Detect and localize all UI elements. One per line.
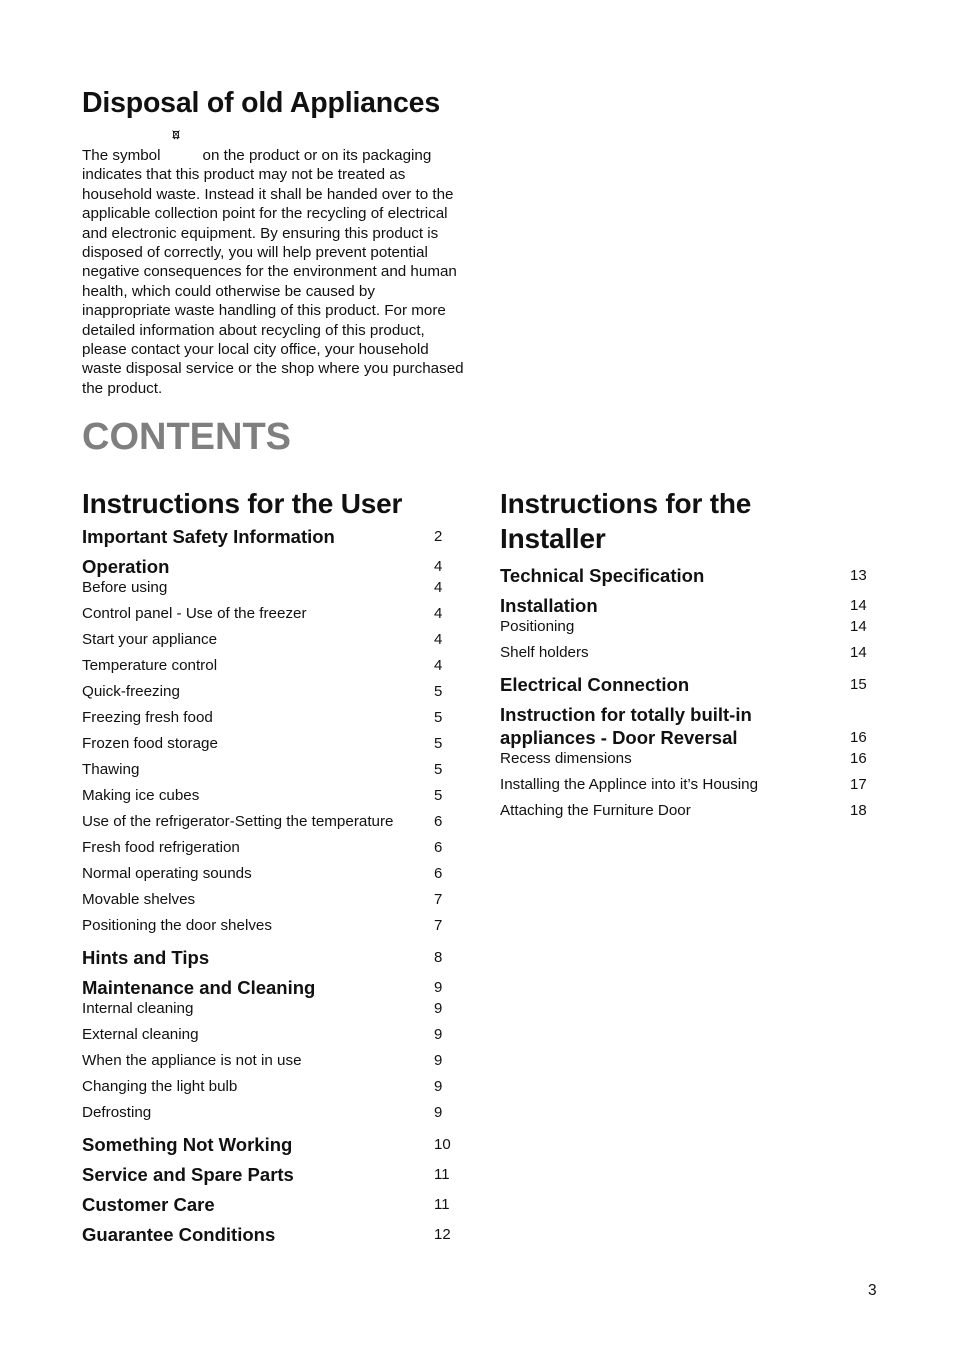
toc-entry-label: Service and Spare Parts bbox=[82, 1164, 294, 1185]
toc-entry-page: 9 bbox=[434, 1078, 443, 1095]
toc-entry-page: 5 bbox=[434, 709, 443, 726]
toc-entry bbox=[500, 703, 872, 749]
toc-entry-page: 8 bbox=[434, 949, 443, 966]
user-toc-list bbox=[82, 525, 452, 1246]
toc-entry-label: Positioning bbox=[500, 618, 575, 635]
toc-entry bbox=[500, 564, 872, 587]
toc-entry bbox=[82, 783, 452, 809]
toc-entry bbox=[82, 913, 452, 939]
toc-entry-page: 4 bbox=[434, 631, 443, 648]
toc-entry-page: 5 bbox=[434, 735, 443, 752]
toc-entry-label: Important Safety Information bbox=[82, 526, 335, 547]
disposal-text-before-symbol: The symbol bbox=[82, 147, 161, 164]
installer-instructions-column bbox=[500, 486, 872, 824]
disposal-section bbox=[82, 86, 467, 398]
toc-entry bbox=[82, 601, 452, 627]
toc-entry-page: 5 bbox=[434, 683, 443, 700]
toc-entry bbox=[82, 996, 452, 1022]
toc-entry bbox=[82, 946, 452, 969]
toc-entry-page: 12 bbox=[434, 1226, 451, 1243]
user-instructions-title: Instructions for the User bbox=[82, 488, 403, 519]
toc-entry bbox=[82, 835, 452, 861]
toc-entry-page: 7 bbox=[434, 891, 443, 908]
toc-entry-page: 9 bbox=[434, 1026, 443, 1043]
toc-entry-label: Making ice cubes bbox=[82, 787, 200, 804]
toc-entry-label: Internal cleaning bbox=[82, 1000, 194, 1017]
toc-entry-page: 4 bbox=[434, 657, 443, 674]
installer-instructions-title: Instructions for the Installer bbox=[500, 488, 752, 554]
toc-entry bbox=[500, 772, 872, 798]
toc-entry-page: 16 bbox=[850, 729, 867, 746]
toc-entry-label: Operation bbox=[82, 556, 170, 577]
toc-entry bbox=[82, 1022, 452, 1048]
toc-entry-label: Quick-freezing bbox=[82, 683, 180, 700]
toc-entry-page: 9 bbox=[434, 1000, 443, 1017]
toc-entry bbox=[500, 614, 872, 640]
toc-entry bbox=[82, 653, 452, 679]
toc-entry-label: Freezing fresh food bbox=[82, 709, 213, 726]
toc-entry-label: Shelf holders bbox=[500, 644, 589, 661]
toc-entry-label: Positioning the door shelves bbox=[82, 917, 272, 934]
toc-entry-label: Before using bbox=[82, 579, 168, 596]
toc-entry bbox=[500, 746, 872, 772]
toc-entry bbox=[82, 679, 452, 705]
toc-entry-label: Frozen food storage bbox=[82, 735, 218, 752]
toc-entry-page: 13 bbox=[850, 567, 867, 584]
disposal-text-after-symbol: on the product or on its packaging indicates that this product may not be treated as household waste. Instead it shall be handed over to the applicable collection point for the recycling of electrical and electronic equipment. By ensuring this product is disposed of correctly, you will help prevent potential negative consequences for the environment and human health, which could otherwise be caused by inappropriate waste handling of this product. For more detailed information about recycling of this product, please contact your local city office, your household waste disposal service or the shop where you purchased the product. bbox=[82, 147, 464, 397]
toc-entry-page: 11 bbox=[434, 1166, 450, 1183]
toc-entry-label: Attaching the Furniture Door bbox=[500, 802, 691, 819]
toc-entry bbox=[82, 1074, 452, 1100]
toc-entry-label: Changing the light bulb bbox=[82, 1078, 238, 1095]
toc-entry-label: Hints and Tips bbox=[82, 947, 210, 968]
toc-entry-page: 17 bbox=[850, 776, 867, 793]
toc-entry-label: Thawing bbox=[82, 761, 140, 778]
toc-entry-label: Maintenance and Cleaning bbox=[82, 977, 316, 998]
toc-entry bbox=[82, 731, 452, 757]
toc-entry-label: Guarantee Conditions bbox=[82, 1224, 276, 1245]
toc-entry-label: Start your appliance bbox=[82, 631, 218, 648]
toc-entry-label: External cleaning bbox=[82, 1026, 199, 1043]
toc-entry bbox=[82, 757, 452, 783]
toc-entry-label: Temperature control bbox=[82, 657, 218, 674]
toc-entry-page: 6 bbox=[434, 865, 443, 882]
toc-entry bbox=[82, 1048, 452, 1074]
toc-entry bbox=[500, 798, 872, 824]
crossed-out-wheelie-bin-icon bbox=[172, 130, 180, 140]
toc-entry-label: Recess dimensions bbox=[500, 750, 632, 767]
disposal-title: Disposal of old Appliances bbox=[82, 87, 440, 119]
toc-entry-page: 4 bbox=[434, 558, 443, 575]
toc-entry-page: 5 bbox=[434, 761, 443, 778]
toc-entry bbox=[500, 673, 872, 696]
toc-entry-page: 18 bbox=[850, 802, 867, 819]
page-number: 3 bbox=[868, 1282, 877, 1299]
toc-entry-page: 11 bbox=[434, 1196, 450, 1213]
toc-entry-page: 6 bbox=[434, 813, 443, 830]
toc-entry bbox=[82, 887, 452, 913]
toc-entry-label: Control panel - Use of the freezer bbox=[82, 605, 307, 622]
toc-entry-page: 9 bbox=[434, 979, 443, 996]
toc-entry-page: 9 bbox=[434, 1104, 443, 1121]
toc-entry-page: 14 bbox=[850, 597, 867, 614]
toc-entry-label: Installation bbox=[500, 595, 598, 616]
toc-entry bbox=[82, 1193, 452, 1216]
toc-entry bbox=[82, 1133, 452, 1156]
toc-entry-page: 14 bbox=[850, 644, 867, 661]
toc-entry-label: Instruction for totally built-in appliances - Door Reversal bbox=[500, 704, 752, 748]
toc-entry-page: 4 bbox=[434, 579, 443, 596]
toc-entry-label: Something Not Working bbox=[82, 1134, 293, 1155]
toc-entry-label: Normal operating sounds bbox=[82, 865, 252, 882]
toc-entry-page: 14 bbox=[850, 618, 867, 635]
user-instructions-column bbox=[82, 486, 452, 1246]
toc-entry-label: Movable shelves bbox=[82, 891, 196, 908]
toc-entry bbox=[82, 1223, 452, 1246]
toc-entry bbox=[82, 627, 452, 653]
toc-entry-page: 16 bbox=[850, 750, 867, 767]
toc-entry bbox=[82, 575, 452, 601]
disposal-paragraph bbox=[82, 146, 467, 398]
toc-entry-page: 15 bbox=[850, 676, 867, 693]
toc-entry bbox=[82, 1100, 452, 1126]
toc-entry-label: Fresh food refrigeration bbox=[82, 839, 240, 856]
toc-entry bbox=[500, 640, 872, 666]
toc-entry-page: 10 bbox=[434, 1136, 451, 1153]
toc-entry-page: 9 bbox=[434, 1052, 443, 1069]
toc-entry-label: Electrical Connection bbox=[500, 674, 690, 695]
toc-entry bbox=[82, 705, 452, 731]
installer-toc-list bbox=[500, 564, 872, 824]
toc-entry-label: Customer Care bbox=[82, 1194, 215, 1215]
toc-entry-page: 7 bbox=[434, 917, 443, 934]
toc-entry-label: When the appliance is not in use bbox=[82, 1052, 302, 1069]
toc-entry-label: Technical Specification bbox=[500, 565, 705, 586]
toc-entry-page: 4 bbox=[434, 605, 443, 622]
contents-title: CONTENTS bbox=[82, 416, 291, 458]
toc-entry-page: 6 bbox=[434, 839, 443, 856]
toc-entry bbox=[82, 1163, 452, 1186]
toc-entry-label: Installing the Applince into it’s Housing bbox=[500, 776, 759, 793]
toc-entry-page: 5 bbox=[434, 787, 443, 804]
toc-entry bbox=[82, 525, 452, 548]
toc-entry-label: Defrosting bbox=[82, 1104, 152, 1121]
toc-entry bbox=[82, 861, 452, 887]
toc-entry bbox=[82, 809, 452, 835]
toc-entry-label: Use of the refrigerator-Setting the temperature bbox=[82, 813, 394, 830]
toc-entry-page: 2 bbox=[434, 528, 443, 545]
